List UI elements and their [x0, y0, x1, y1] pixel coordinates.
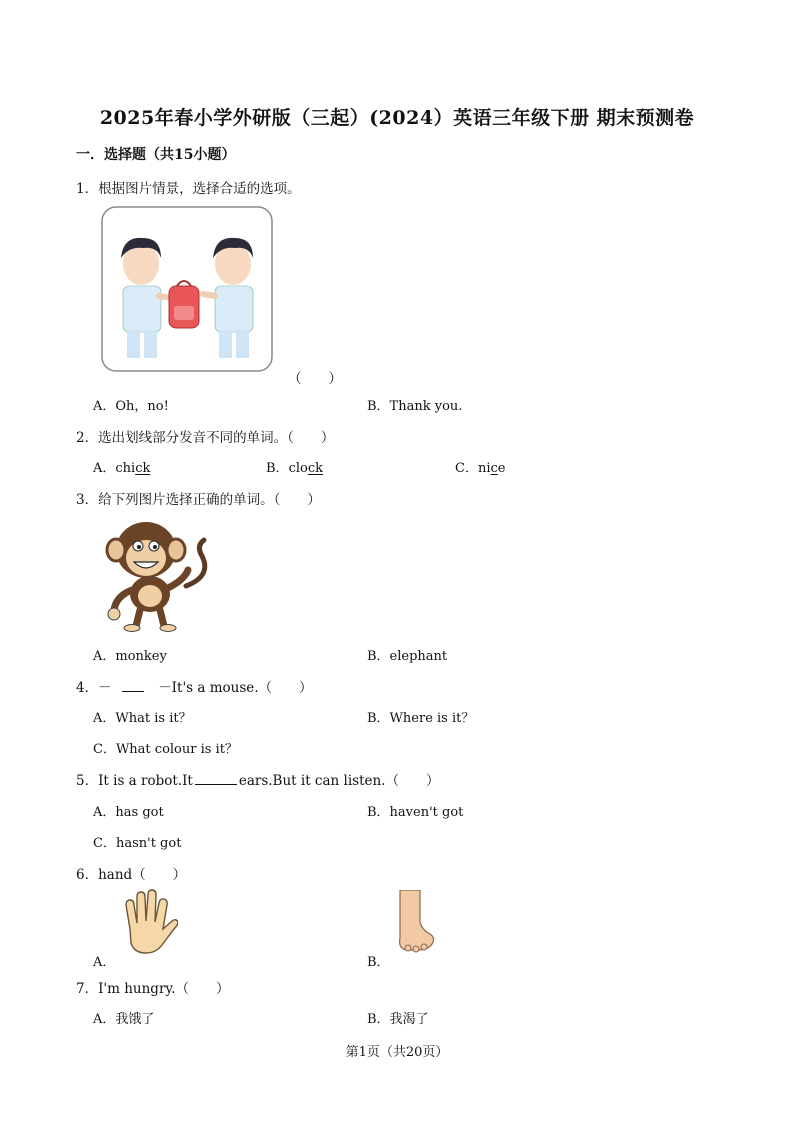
- question-6-option-b[interactable]: B．: [367, 955, 390, 970]
- underlined-part: ck: [307, 461, 323, 476]
- section-heading: 一．选择题（共15小题）: [76, 147, 236, 163]
- question-7-option-a[interactable]: A．我饿了: [93, 1012, 155, 1027]
- question-5-option-a[interactable]: A．has got: [93, 805, 164, 820]
- question-1-answer-paren: （ ）: [288, 371, 342, 387]
- question-3-stem: 3．给下列图片选择正确的单词。（ ）: [76, 492, 321, 508]
- option-prefix: B．: [266, 461, 289, 476]
- question-4-option-c[interactable]: C．What colour is it？: [93, 742, 238, 757]
- question-7-option-b[interactable]: B．我渴了: [367, 1012, 429, 1027]
- option-prefix: A．: [93, 461, 116, 476]
- underlined-part: ck: [135, 461, 151, 476]
- page-footer: 第1页（共20页）: [345, 1045, 449, 1060]
- question-2-option-b[interactable]: [266, 457, 323, 476]
- question-5-stem-start: 5．It is a robot.It: [76, 773, 193, 789]
- hand-image: [116, 889, 178, 955]
- answer-blank[interactable]: [195, 772, 237, 785]
- foot-image: [392, 890, 436, 954]
- question-7-stem: 7．I'm hungry.（ ）: [76, 981, 230, 997]
- question-1-image: [101, 206, 273, 372]
- question-5-option-b[interactable]: B．haven't got: [367, 805, 464, 820]
- question-5-stem: [76, 769, 439, 789]
- question-4-stem: [76, 676, 313, 696]
- option-prefix: C．: [455, 461, 478, 476]
- question-5-stem-end: ears.But it can listen.（ ）: [238, 773, 440, 789]
- question-4-option-b[interactable]: B．Where is it？: [367, 711, 475, 726]
- question-2-option-a[interactable]: [93, 457, 150, 476]
- question-3-option-b[interactable]: B．elephant: [367, 649, 448, 664]
- page-title: 2025年春小学外研版（三起）(2024）英语三年级下册 期末预测卷: [99, 107, 695, 129]
- question-4-stem-end: －It's a mouse.（ ）: [158, 680, 313, 696]
- question-4-stem-start: 4．－: [76, 680, 112, 696]
- question-5-option-c[interactable]: C．hasn't got: [93, 836, 182, 851]
- question-2-stem: 2．选出划线部分发音不同的单词。（ ）: [76, 430, 335, 446]
- underlined-part: c: [490, 461, 498, 476]
- word-part: chi: [115, 461, 136, 476]
- word-part: ni: [477, 461, 491, 476]
- question-6-stem: 6．hand（ ）: [76, 867, 187, 883]
- question-3-option-a[interactable]: A．monkey: [93, 649, 167, 664]
- question-2-option-c[interactable]: [455, 457, 505, 476]
- question-1-option-b[interactable]: B．Thank you.: [367, 399, 463, 414]
- question-1-option-a[interactable]: A．Oh，no!: [93, 399, 169, 414]
- answer-blank[interactable]: [122, 679, 144, 692]
- question-6-option-a[interactable]: A．: [93, 955, 116, 970]
- monkey-image: [102, 516, 214, 632]
- question-1-stem: 1．根据图片情景，选择合适的选项。: [76, 181, 301, 197]
- word-part: e: [497, 461, 506, 476]
- word-part: clo: [288, 461, 308, 476]
- question-4-option-a[interactable]: A．What is it？: [93, 711, 192, 726]
